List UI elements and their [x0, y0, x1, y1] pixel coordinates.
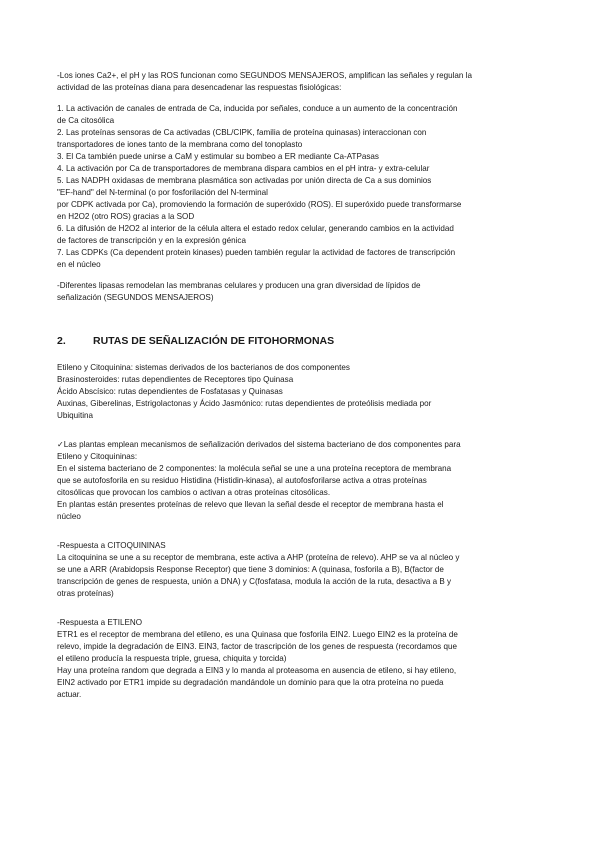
ethylene-line: relevo, impide la degradación de EIN3. EIN3, factor de trascripción de los genes de respuesta (recordamos que — [57, 642, 457, 651]
cytokinin-paragraph — [57, 540, 543, 600]
section-title: RUTAS DE SEÑALIZACIÓN DE FITOHORMONAS — [93, 335, 335, 347]
route-line: Brasinosteroides: rutas dependientes de Receptores tipo Quinasa — [57, 375, 294, 384]
document-page — [57, 70, 543, 710]
section-number: 2. — [57, 335, 66, 347]
list-line: 1. La activación de canales de entrada de Ca, inducida por señales, conduce a un aumento de la concentración — [57, 104, 458, 113]
list-line: 7. Las CDPKs (Ca dependent protein kinases) pueden también regular la actividad de factores de transcripción — [57, 248, 456, 257]
list-line: "EF-hand" del N-terminal (o por fosforilación del N-terminal — [57, 188, 268, 197]
lipases-line: -Diferentes lipasas remodelan las membranas celulares y producen una gran diversidad de lípidos de — [57, 281, 421, 290]
list-line: por CDPK activada por Ca), promoviendo la formación de superóxido (ROS). El superóxido puede transformarse — [57, 200, 462, 209]
bacterial-system-paragraph — [57, 439, 543, 523]
list-line: de factores de transcripción y en la expresión génica — [57, 236, 246, 245]
route-line: Ubiquitina — [57, 411, 93, 420]
cytokinin-title: -Respuesta a CITOQUININAS — [57, 541, 166, 550]
list-line: 2. Las proteínas sensoras de Ca activadas (CBL/CIPK, familia de proteína quinasas) interaccionan con — [57, 128, 427, 137]
route-line: Auxinas, Giberelinas, Estrigolactonas y Ácido Jasmónico: rutas dependientes de proteólisis mediada por — [57, 399, 432, 408]
ethylene-title: -Respuesta a ETILENO — [57, 618, 143, 627]
bacterial-line: En el sistema bacteriano de 2 componentes: la molécula señal se une a una proteína receptora de membrana — [57, 464, 452, 473]
ethylene-line: el etileno producía la respuesta triple, gruesa, chiquita y torcida) — [57, 654, 287, 663]
list-line: 5. Las NADPH oxidasas de membrana plasmática son activadas por unión directa de Ca a sus dominios — [57, 176, 432, 185]
list-line: 3. El Ca también puede unirse a CaM y estimular su bombeo a ER mediante Ca-ATPasas — [57, 152, 379, 161]
list-line: en H2O2 (otro ROS) gracias a la SOD — [57, 212, 195, 221]
intro-line: actividad de las proteínas diana para desencadenar las respuestas fisiológicas: — [57, 83, 342, 92]
route-line: Ácido Abscísico: rutas dependientes de Fosfatasas y Quinasas — [57, 387, 283, 396]
section-heading — [57, 334, 543, 348]
route-line: Etileno y Citoquinina: sistemas derivados de los bacterianos de dos componentes — [57, 363, 350, 372]
list-line: transportadores de iones tanto de la membrana como del tonoplasto — [57, 140, 303, 149]
cytokinin-line: otras proteínas) — [57, 589, 114, 598]
list-line: 4. La activación por Ca de transportadores de membrana dispara cambios en el pH intra- y extra-celular — [57, 164, 430, 173]
ethylene-line: actuar. — [57, 690, 82, 699]
ethylene-paragraph — [57, 617, 543, 701]
ethylene-line: ETR1 es el receptor de membrana del etileno, es una Quinasa que fosforila EIN2. Luego EIN2 es la proteína de — [57, 630, 458, 639]
ca-signaling-list — [57, 103, 543, 271]
cytokinin-line: se une a ARR (Arabidopsis Response Receptor) que tiene 3 dominios: A (quinasa, fosforila a B), B(factor de — [57, 565, 444, 574]
ethylene-line: Hay una proteína random que degrada a EIN3 y lo manda al proteasoma en ausencia de etileno, si hay etileno, — [57, 666, 457, 675]
cytokinin-line: La citoquinina se une a su receptor de membrana, este activa a AHP (proteína de relevo). AHP se va al núcleo y — [57, 553, 460, 562]
ethylene-line: EIN2 activado por ETR1 impide su degradación mandándole un dominio para que la otra proteína no pueda — [57, 678, 444, 687]
hormone-routes — [57, 362, 543, 422]
intro-paragraph — [57, 70, 543, 94]
list-line: en el núcleo — [57, 260, 101, 269]
cytokinin-line: transcripción de genes de respuesta, unión a DNA) y C(fosfatasa, modula la acción de la ruta, desactiva a B y — [57, 577, 452, 586]
list-line: 6. La difusión de H2O2 al interior de la célula altera el estado redox celular, generando cambios en la actividad — [57, 224, 454, 233]
lipases-paragraph — [57, 280, 543, 304]
bacterial-line: citosólicas que provocan los cambios o activan a otras proteínas citosólicas. — [57, 488, 331, 497]
bacterial-line: En plantas están presentes proteínas de relevo que llevan la señal desde el receptor de membrana hasta el — [57, 500, 444, 509]
bacterial-line: núcleo — [57, 512, 81, 521]
bacterial-line: Etileno y Citoquininas: — [57, 452, 138, 461]
lipases-line: señalización (SEGUNDOS MENSAJEROS) — [57, 293, 214, 302]
intro-line: -Los iones Ca2+, el pH y las ROS funcionan como SEGUNDOS MENSAJEROS, amplifican las señales y regulan la — [57, 71, 472, 80]
list-line: de Ca citosólica — [57, 116, 115, 125]
bacterial-line: ✓Las plantas emplean mecanismos de señalización derivados del sistema bacteriano de dos componentes para — [57, 440, 461, 449]
bacterial-line: que se autofosforila en su residuo Histidina (Histidin-kinasa), al autofosforilarse activa a otras proteínas — [57, 476, 427, 485]
